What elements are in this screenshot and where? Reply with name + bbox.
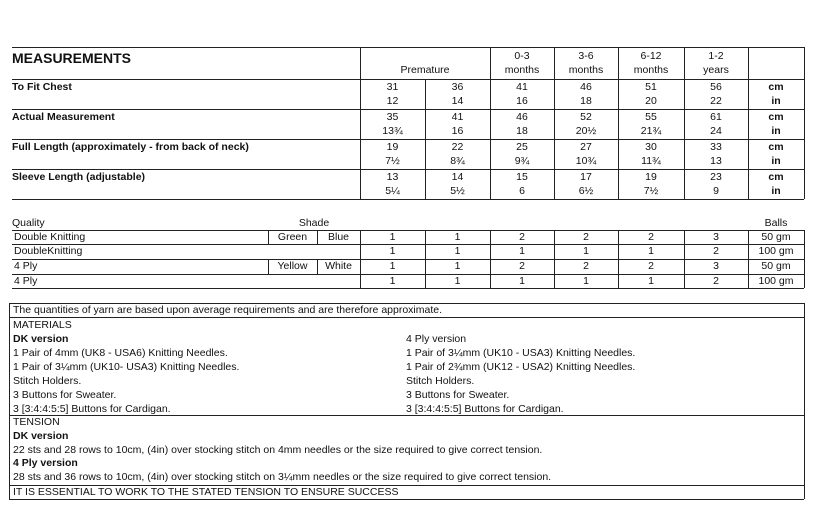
measurement-cm-value: 36 [451,81,464,93]
yarn-ball-count: 1 [454,231,461,243]
measurement-cm-value: 35 [386,111,399,123]
measurement-in-value: 16 [516,95,528,107]
measurement-in-value: 11¾ [641,155,661,167]
tension-ply-text: 28 sts and 36 rows to 10cm, (4in) over stocking stitch on 3¼mm needles or the size required to give correct tension. [13,471,552,483]
size-3-6-line1: 3-6 [578,50,594,62]
yarn-ball-count: 1 [389,275,396,287]
measurement-in-value: 6 [519,185,525,197]
yarn-ball-count: 2 [519,231,525,243]
dk-materials-line: 1 Pair of 4mm (UK8 - USA6) Knitting Needles. [13,347,228,359]
measurement-cm-value: 17 [580,171,592,183]
yarn-shade: Yellow [277,260,308,272]
quantities-note: The quantities of yarn are based upon average requirements and are therefore approximate. [13,304,443,316]
yarn-ball-count: 2 [713,275,719,287]
table-rule [12,288,804,289]
measurement-in-value: 10¾ [575,155,597,167]
table-rule [12,139,804,140]
measurement-cm-value: 56 [710,81,722,93]
yarn-ball-count: 1 [583,245,589,257]
shade-header: Shade [298,217,330,229]
measurement-in-value: 24 [710,125,722,137]
table-rule [12,169,804,170]
table-rule [9,499,804,500]
measurement-cm-value: 13 [386,171,399,183]
yarn-ball-weight: 50 gm [761,231,791,243]
ply-materials-line: 3 [3:4:4:5:5] Buttons for Cardigan. [406,403,564,415]
size-1-2-line1: 1-2 [708,50,724,62]
size-3-6-line2: months [568,64,604,76]
unit-in: in [771,155,781,167]
unit-in: in [771,185,781,197]
table-rule [804,303,805,499]
ply-materials-line: 1 Pair of 3¼mm (UK10 - USA3) Knitting Needles. [406,347,636,359]
measurement-cm-value: 19 [645,171,657,183]
measurement-cm-value: 41 [451,111,464,123]
yarn-shade: Blue [327,231,349,243]
measurement-in-value: 5½ [450,185,465,197]
measurement-cm-value: 61 [710,111,722,123]
measurement-label: Actual Measurement [12,111,115,123]
yarn-ball-count: 1 [454,245,461,257]
yarn-ball-count: 3 [713,231,719,243]
measurement-in-value: 7½ [385,155,400,167]
measurement-cm-value: 27 [580,141,592,153]
table-rule [9,317,804,318]
measurement-cm-value: 52 [580,111,592,123]
tension-title: TENSION [13,416,60,428]
unit-cm: cm [768,141,784,153]
table-rule [804,230,805,288]
yarn-ball-count: 1 [389,245,396,257]
yarn-ball-count: 1 [583,275,589,287]
materials-title: MATERIALS [13,319,72,331]
yarn-ball-count: 2 [713,245,719,257]
measurement-cm-value: 46 [580,81,592,93]
table-rule [12,199,804,200]
yarn-ball-count: 2 [583,231,589,243]
tension-dk-text: 22 sts and 28 rows to 10cm, (4in) over stocking stitch on 4mm needles or the size required to give correct tension. [13,444,543,456]
yarn-ball-count: 1 [389,260,396,272]
size-6-12-line2: months [633,64,669,76]
yarn-shade: White [325,260,352,272]
measurement-cm-value: 55 [645,111,657,123]
yarn-ball-count: 2 [648,231,654,243]
measurement-label: To Fit Chest [12,81,72,93]
measurement-cm-value: 46 [516,111,528,123]
table-rule [9,303,804,304]
measurement-in-value: 16 [451,125,464,137]
table-rule [9,303,10,499]
ply-materials-line: Stitch Holders. [406,375,475,387]
measurement-cm-value: 22 [451,141,464,153]
measurement-in-value: 9 [713,185,719,197]
size-1-2-line2: years [703,64,729,76]
table-rule [9,485,804,486]
yarn-quality: Double Knitting [14,231,86,243]
yarn-ball-count: 1 [648,245,654,257]
measurement-in-value: 20½ [575,125,597,137]
measurement-cm-value: 15 [516,171,528,183]
quality-header: Quality [12,217,45,229]
yarn-ball-count: 2 [583,260,589,272]
measurement-cm-value: 23 [710,171,722,183]
measurement-in-value: 8¾ [450,155,465,167]
dk-materials-line: 3 Buttons for Sweater. [13,389,117,401]
dk-materials-title: DK version [13,333,69,345]
ply-materials-line: 3 Buttons for Sweater. [406,389,510,401]
measurement-cm-value: 19 [386,141,399,153]
yarn-ball-count: 1 [648,275,654,287]
yarn-quality: DoubleKnitting [14,245,83,257]
dk-materials-line: 3 [3:4:4:5:5] Buttons for Cardigan. [13,403,171,415]
measurement-in-value: 21¾ [640,125,662,137]
yarn-ball-count: 1 [519,275,525,287]
measurement-cm-value: 51 [645,81,657,93]
measurement-in-value: 20 [645,95,657,107]
table-rule [12,109,804,110]
unit-in: in [771,95,781,107]
measurement-in-value: 18 [516,125,528,137]
unit-cm: cm [768,81,784,93]
measurement-in-value: 6½ [578,185,594,197]
balls-header: Balls [764,217,788,229]
measurement-cm-value: 31 [386,81,399,93]
yarn-ball-count: 2 [519,260,525,272]
measurement-in-value: 13¾ [382,125,403,137]
yarn-quality: 4 Ply [14,275,38,287]
measurement-cm-value: 30 [645,141,657,153]
yarn-ball-count: 3 [713,260,719,272]
dk-materials-line: 1 Pair of 3¼mm (UK10- USA3) Knitting Needles. [13,361,240,373]
measurement-in-value: 7½ [643,185,659,197]
measurement-in-value: 9¾ [514,155,530,167]
yarn-ball-weight: 50 gm [761,260,791,272]
measurement-in-value: 18 [580,95,592,107]
measurements-title: MEASUREMENTS [12,50,132,66]
yarn-ball-weight: 100 gm [758,275,794,287]
measurement-cm-value: 33 [710,141,722,153]
ply-materials-title: 4 Ply version [406,333,467,345]
yarn-ball-weight: 100 gm [758,245,794,257]
table-rule [9,415,804,416]
yarn-ball-count: 2 [648,260,654,272]
yarn-ball-count: 1 [519,245,525,257]
yarn-ball-count: 1 [454,275,461,287]
measurement-in-value: 14 [451,95,464,107]
measurement-label: Sleeve Length (adjustable) [12,171,146,183]
yarn-ball-count: 1 [454,260,461,272]
table-rule [12,47,804,48]
measurement-label: Full Length (approximately - from back of neck) [12,141,249,153]
table-rule [12,79,804,80]
unit-cm: cm [768,171,784,183]
tension-dk-title: DK version [13,430,69,442]
size-0-3-line2: months [504,64,540,76]
measurement-cm-value: 41 [516,81,528,93]
yarn-ball-count: 1 [389,231,396,243]
measurement-in-value: 22 [710,95,722,107]
dk-materials-line: Stitch Holders. [13,375,82,387]
yarn-quality: 4 Ply [14,260,38,272]
measurement-cm-value: 14 [451,171,464,183]
unit-in: in [771,125,781,137]
measurement-in-value: 5¼ [385,185,400,197]
ply-materials-line: 1 Pair of 2¾mm (UK12 - USA2) Knitting Needles. [406,361,636,373]
measurement-in-value: 12 [386,95,399,107]
table-rule [804,47,805,199]
essential-note: IT IS ESSENTIAL TO WORK TO THE STATED TENSION TO ENSURE SUCCESS [13,486,399,498]
measurement-cm-value: 25 [516,141,528,153]
yarn-shade: Green [277,231,308,243]
measurement-in-value: 13 [710,155,722,167]
tension-ply-title: 4 Ply version [13,457,78,469]
unit-cm: cm [768,111,784,123]
size-premature: Premature [400,64,450,76]
size-6-12-line1: 6-12 [640,50,662,62]
size-0-3-line1: 0-3 [514,50,530,62]
